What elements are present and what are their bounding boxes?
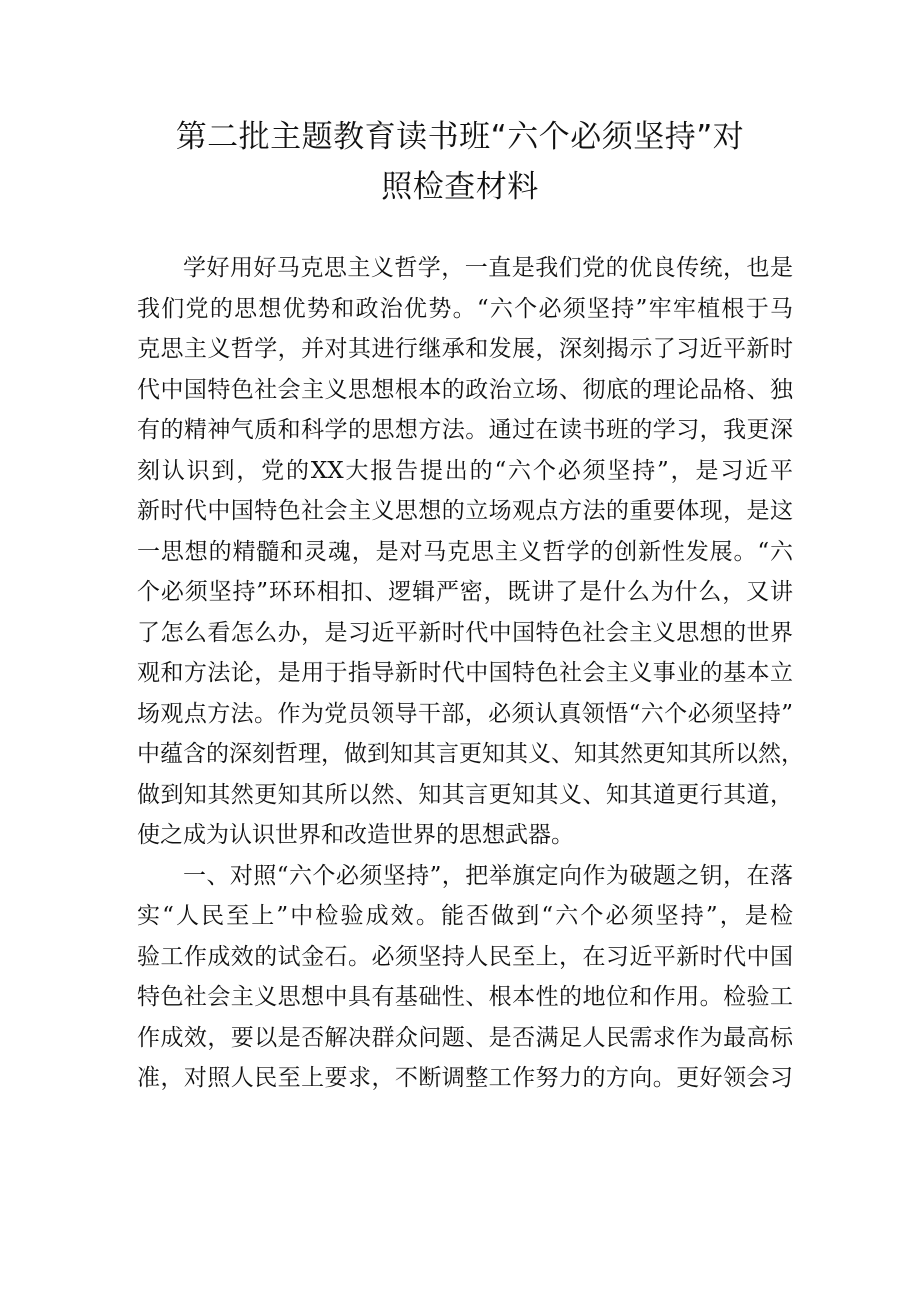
document-title [120,112,800,212]
paragraph-line: 观和方法论，是用于指导新时代中国特色社会主义事业的基本立 [137,660,793,686]
paragraph-line: 实“人民至上”中检验成效。能否做到“六个必须坚持”，是检 [137,903,793,929]
paragraph-line: 代中国特色社会主义思想根本的政治立场、彻底的理论品格、独 [137,376,793,403]
paragraph-line: 克思主义哲学，并对其进行继承和发展，深刻揭示了习近平新时 [137,336,793,362]
paragraph-line: 我们党的思想优势和政治优势。“六个必须坚持”牢牢植根于马 [137,295,793,322]
document-body [137,248,804,1099]
paragraph-line: 个必须坚持”环环相扣、逻辑严密，既讲了是什么为什么，又讲 [137,579,793,605]
paragraph-line: 做到知其然更知其所以然、知其言更知其义、知其道更行其道， [137,781,793,808]
paragraph-line: 有的精神气质和科学的思想方法。通过在读书班的学习，我更深 [137,417,793,443]
title-line-2: 照检查材料 [381,169,539,205]
paragraph-line: 一、对照“六个必须坚持”，把举旗定向作为破题之钥，在落 [183,862,793,889]
title-line-1: 第二批主题教育读书班“六个必须坚持”对 [175,119,745,155]
paragraph-line: 使之成为认识世界和改造世界的思想武器。 [137,822,574,848]
paragraph-line: 了怎么看怎么办，是习近平新时代中国特色社会主义思想的世界 [137,619,793,646]
paragraph-line: 验工作成效的试金石。必须坚持人民至上，在习近平新时代中国 [137,943,793,970]
paragraph-line: 中蕴含的深刻哲理，做到知其言更知其义、知其然更知其所以然， [137,741,804,767]
paragraph-line: 场观点方法。作为党员领导干部，必须认真领悟“六个必须坚持” [137,700,793,727]
paragraph-line: 作成效，要以是否解决群众问题、是否满足人民需求作为最高标 [137,1024,793,1051]
paragraph-line: 新时代中国特色社会主义思想的立场观点方法的重要体现，是这 [137,498,793,524]
paragraph-line: 一思想的精髓和灵魂，是对马克思主义哲学的创新性发展。“六 [137,538,793,565]
paragraph-section-one [137,856,793,1099]
paragraph-line: 刻认识到，党的XX大报告提出的“六个必须坚持”，是习近平 [137,457,793,484]
paragraph-intro [137,248,804,856]
paragraph-line: 学好用好马克思主义哲学，一直是我们党的优良传统，也是 [183,255,793,281]
paragraph-line: 特色社会主义思想中具有基础性、根本性的地位和作用。检验工 [137,984,793,1010]
paragraph-line: 准，对照人民至上要求，不断调整工作努力的方向。更好领会习 [137,1065,793,1091]
